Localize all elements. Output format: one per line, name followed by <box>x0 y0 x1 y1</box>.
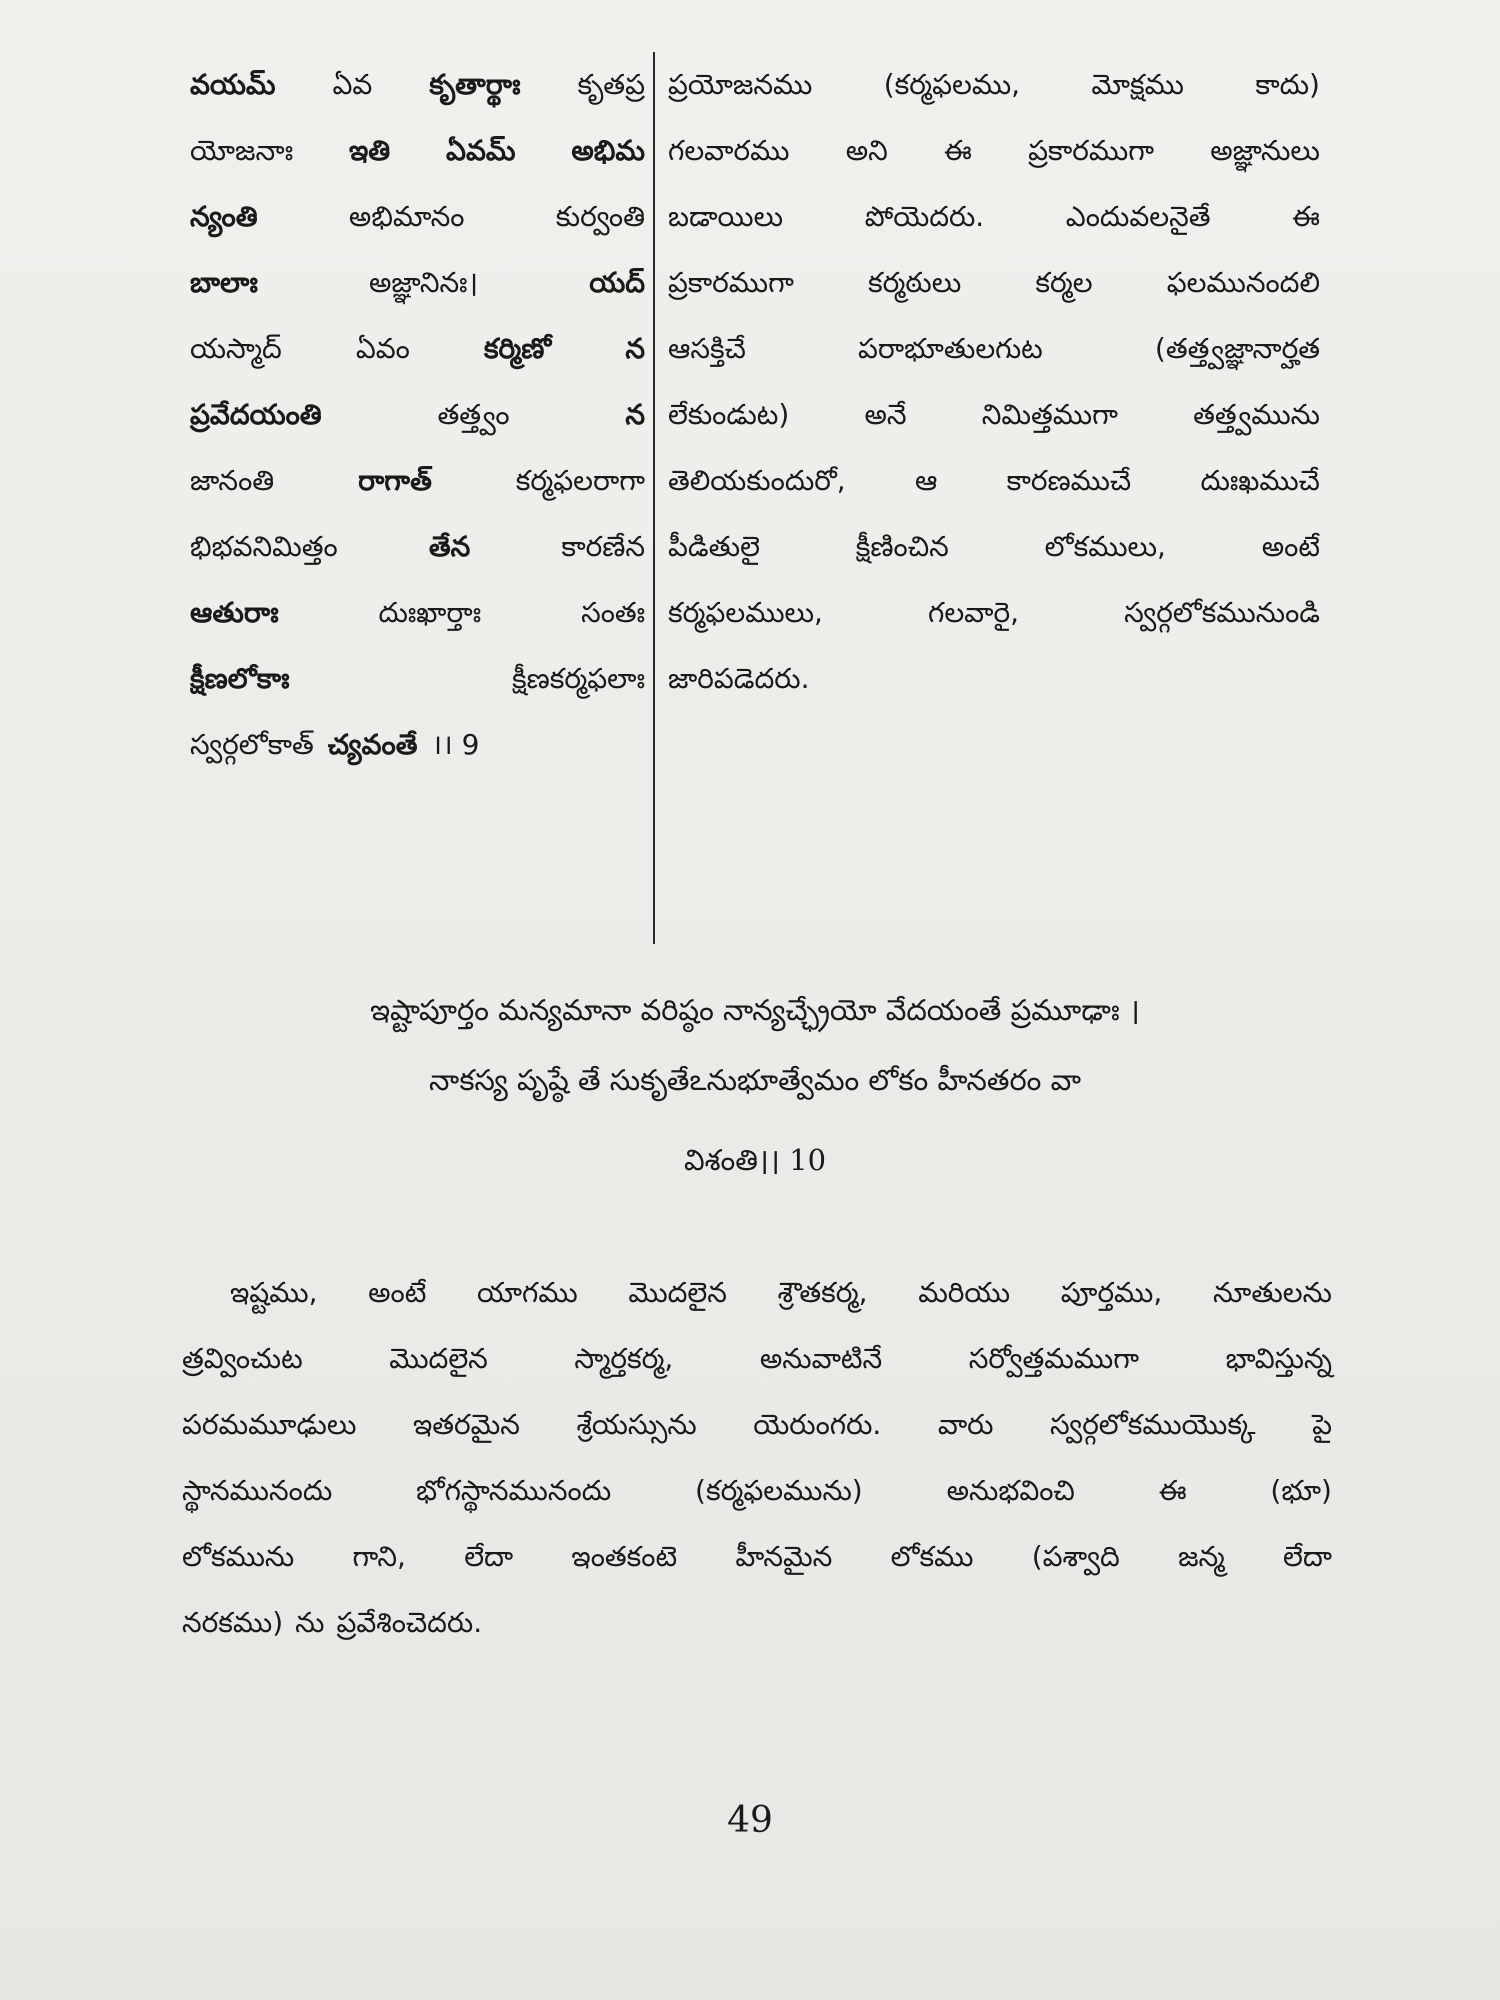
word: క్షీణించిన <box>855 530 949 563</box>
word: గలవారము <box>668 134 790 167</box>
word: జారిపడెదరు. <box>668 662 810 695</box>
word: మరియు <box>918 1276 1011 1309</box>
word: స్వర్గలోకాత్ <box>190 728 314 761</box>
word: తేన <box>428 530 471 563</box>
word: భోగస్థానమునందు <box>416 1474 612 1507</box>
word: అంటే <box>368 1276 427 1309</box>
column-divider <box>653 52 655 944</box>
word: ఈ <box>1158 1474 1187 1507</box>
word: ।। 9 <box>431 728 480 761</box>
word: పరమమూఢులు <box>182 1408 357 1441</box>
paragraph-line <box>182 1524 1332 1590</box>
word: రాగాత్ <box>358 464 432 497</box>
word: సంతః <box>581 596 645 629</box>
right-column-line <box>668 646 1320 712</box>
word: స్మార్తకర్మ, <box>574 1342 674 1375</box>
right-column-line <box>668 382 1320 448</box>
word: బడాయిలు <box>668 200 784 233</box>
word: కారణముచే <box>1006 464 1132 497</box>
word: నరకము) <box>182 1606 284 1639</box>
word: (పశ్వాది <box>1031 1540 1120 1573</box>
word: బాలాః <box>190 266 258 299</box>
word: పరాభూతులగుట <box>858 332 1043 365</box>
word: ఇష్టము, <box>230 1276 318 1309</box>
word: క్షీణకర్మఫలాః <box>512 662 645 695</box>
word: ప్రవేదయంతి <box>190 398 322 431</box>
word: ఆతురాః <box>190 596 279 629</box>
word: యస్మాద్ <box>190 332 282 365</box>
verse-line-1: ఇష్టాపూర్తం మన్యమానా వరిష్ఠం నాన్యచ్ఛ్రేయో వేదయంతే ప్రమూఢాః । <box>370 993 1140 1027</box>
word: యెరుంగరు. <box>753 1408 882 1441</box>
word: స్థానమునందు <box>182 1474 333 1507</box>
word: గలవారై, <box>928 596 1020 629</box>
paragraph-line <box>182 1260 1332 1326</box>
word: జానంతి <box>190 464 275 497</box>
word: ప్రకారముగా <box>1028 134 1154 167</box>
paragraph-line <box>182 1458 1332 1524</box>
word: న <box>625 332 645 365</box>
word: శ్రేయస్సును <box>576 1408 697 1441</box>
word: తత్త్వమును <box>1193 398 1320 431</box>
word: వయమ్ <box>190 68 276 101</box>
right-column-line <box>668 118 1320 184</box>
word: కర్మిణో <box>483 332 552 365</box>
word: అనే <box>864 398 907 431</box>
word: మోక్షము <box>1091 68 1184 101</box>
word: యోజనాః <box>190 134 294 167</box>
verse-block <box>175 975 1335 1195</box>
word: ప్రయోజనము <box>668 68 813 101</box>
word: పీడితులై <box>668 530 760 563</box>
page-number: 49 <box>727 1800 773 1841</box>
word: మొదలైన <box>628 1276 727 1309</box>
word: కాదు) <box>1255 68 1320 101</box>
word: సర్వోత్తమముగా <box>968 1342 1140 1375</box>
word: జన్మ <box>1178 1540 1225 1573</box>
word: ఏవం <box>355 332 410 365</box>
word: (కర్మఫలము, <box>883 68 1021 101</box>
word: ఫలమునందలి <box>1166 266 1320 299</box>
sanskrit-commentary-column <box>190 52 645 778</box>
word: క్షీణలోకాః <box>190 662 290 695</box>
word: తత్త్వం <box>437 398 510 431</box>
word: దుఃఖార్తాః <box>378 596 482 629</box>
word: అభిమ <box>571 134 645 167</box>
word: స్వర్గలోకముయొక్క <box>1050 1408 1256 1441</box>
verse-line-3: విశంతి।। 10 <box>683 1143 827 1177</box>
left-column-line <box>190 448 645 514</box>
left-column-line <box>190 382 645 448</box>
left-column-line <box>190 646 645 712</box>
word: ఇంతకంటె <box>571 1540 678 1573</box>
word: యాగము <box>477 1276 578 1309</box>
word: (భూ) <box>1270 1474 1332 1507</box>
word: లేకుండుట) <box>668 398 790 431</box>
word: (కర్మఫలమును) <box>695 1474 863 1507</box>
right-column-line <box>668 514 1320 580</box>
word: కర్మఫలరాగా <box>515 464 645 497</box>
word: యద్ <box>589 266 645 299</box>
word: అభిమానం <box>348 200 465 233</box>
left-column-line <box>190 580 645 646</box>
word: పూర్తము, <box>1060 1276 1163 1309</box>
word: అంటే <box>1261 530 1320 563</box>
telugu-commentary-column <box>668 52 1320 712</box>
word: కృతప్ర <box>577 68 645 101</box>
word: నూతులను <box>1212 1276 1332 1309</box>
word: ఏవమ్ <box>446 134 516 167</box>
word: కర్మల <box>1035 266 1093 299</box>
word: పోయెదరు. <box>864 200 985 233</box>
word: కుర్వంతి <box>555 200 645 233</box>
word: ఏవ <box>332 68 373 101</box>
word: ను <box>295 1606 325 1639</box>
word: అనుభవించి <box>946 1474 1075 1507</box>
word: మొదలైన <box>389 1342 488 1375</box>
left-column-line <box>190 118 645 184</box>
word: న <box>625 398 645 431</box>
left-column-line <box>190 184 645 250</box>
right-column-line <box>668 250 1320 316</box>
word: లోకమును <box>182 1540 295 1573</box>
word: అజ్ఞానులు <box>1210 134 1320 167</box>
word: గాని, <box>352 1540 406 1573</box>
verse-line-2: నాకస్య పృష్ఠే తే సుకృతేఽనుభూత్వేమం లోకం హీనతరం వా <box>429 1063 1081 1097</box>
word: అనువాటినే <box>759 1342 883 1375</box>
right-column-line <box>668 52 1320 118</box>
left-column-line <box>190 52 645 118</box>
word: ఇతి <box>348 134 391 167</box>
word: లోకము <box>890 1540 974 1573</box>
word: స్వర్గలోకమునుండి <box>1124 596 1320 629</box>
word: కారణేన <box>561 530 645 563</box>
word: లేదా <box>464 1540 514 1573</box>
word: ఎందువలనైతే <box>1065 200 1211 233</box>
word: పై <box>1312 1408 1332 1441</box>
right-column-line <box>668 580 1320 646</box>
word: త్రవ్వించుట <box>182 1342 303 1375</box>
word: ఈ <box>1292 200 1320 233</box>
left-column-line <box>190 514 645 580</box>
word: ఈ <box>944 134 972 167</box>
word: భావిస్తున్న <box>1225 1342 1332 1375</box>
left-column-line <box>190 712 645 778</box>
paragraph-line <box>182 1392 1332 1458</box>
word: దుఃఖముచే <box>1200 464 1320 497</box>
right-column-line <box>668 448 1320 514</box>
paragraph-line <box>182 1326 1332 1392</box>
word: భిభవనిమిత్తం <box>190 530 338 563</box>
right-column-line <box>668 184 1320 250</box>
word: ఆ <box>914 464 938 497</box>
word: నిమిత్తముగా <box>981 398 1118 431</box>
word: లేదా <box>1283 1540 1332 1573</box>
word: శ్రౌతకర్మ, <box>777 1276 868 1309</box>
word: వారు <box>937 1408 994 1441</box>
word: (తత్త్వజ్ఞానార్హత <box>1154 332 1320 365</box>
word: కర్మఫలములు, <box>668 596 823 629</box>
word: ఆసక్తిచే <box>668 332 746 365</box>
word: తెలియకుందురో, <box>668 464 846 497</box>
right-column-line <box>668 316 1320 382</box>
left-column-line <box>190 250 645 316</box>
word: ప్రవేశించెదరు. <box>336 1606 483 1639</box>
paragraph-line <box>182 1590 1332 1656</box>
left-column-line <box>190 316 645 382</box>
word: న్యంతి <box>190 200 258 233</box>
word: ప్రకారముగా <box>668 266 794 299</box>
word: కృతార్థాః <box>429 68 521 101</box>
word: కర్మఠులు <box>867 266 962 299</box>
word: చ్యవంతే <box>327 728 418 761</box>
commentary-columns <box>190 52 1320 952</box>
meaning-paragraph <box>182 1260 1332 1656</box>
word: హీనమైన <box>735 1540 833 1573</box>
word: అని <box>845 134 888 167</box>
word: ఇతరమైన <box>412 1408 520 1441</box>
word: లోకములు, <box>1044 530 1166 563</box>
word: అజ్ఞానినః। <box>369 266 479 299</box>
